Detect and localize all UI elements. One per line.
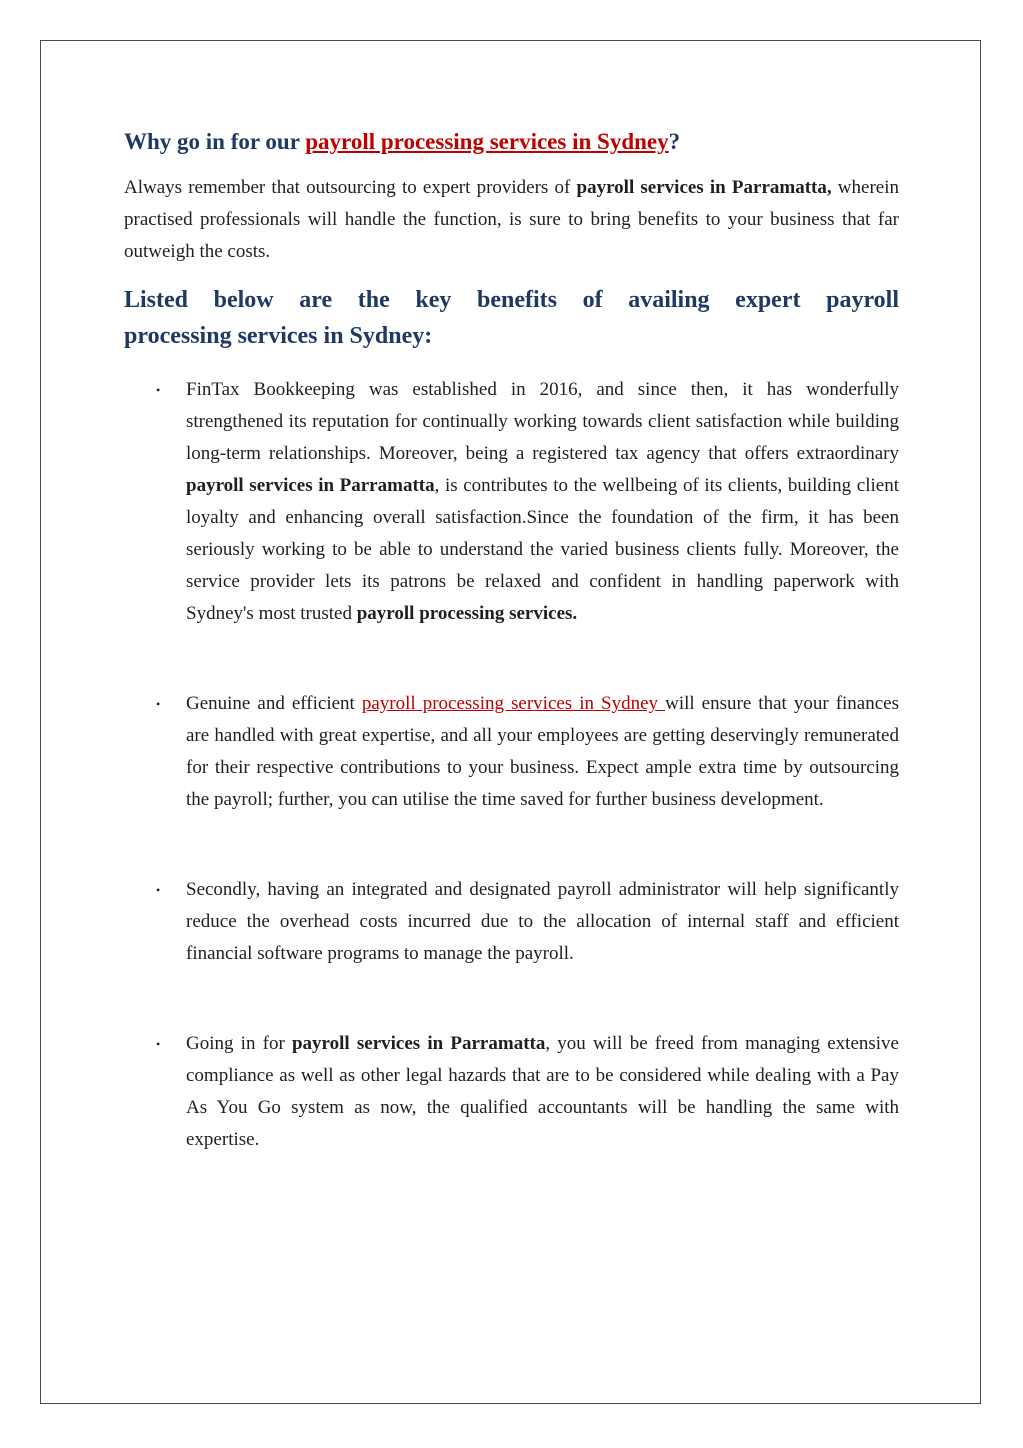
benefit-bold: payroll processing services. bbox=[356, 603, 578, 624]
intro-paragraph bbox=[124, 172, 899, 268]
benefit-bold: payroll services in Parramatta bbox=[186, 475, 435, 496]
list-item bbox=[124, 374, 899, 630]
benefit-text: , is contributes to the wellbeing of its clients, building client loyalty and enhancing overall satisfaction.Since the foundation of the firm, it has been seriously working to be able to understand the varied business clients fully. Moreover, the service provider lets its patrons be relaxed and confident in handling paperwork with Sydney's most trusted bbox=[186, 475, 899, 624]
list-item bbox=[124, 1028, 899, 1156]
benefit-text: FinTax Bookkeeping was established in 2016, and since then, it has wonderfully strengthened its reputation for continually working towards client satisfaction while building long-term relationships. Moreover, being a registered tax agency that offers extraordinary bbox=[186, 379, 899, 464]
intro-bold: payroll services in Parramatta, bbox=[576, 177, 832, 198]
benefit-text: Going in for bbox=[186, 1033, 292, 1054]
benefits-heading-line-1: Listed below are the key benefits of availing expert payroll bbox=[124, 287, 899, 313]
payroll-sydney-link-inline[interactable]: payroll processing services in Sydney bbox=[361, 693, 666, 714]
benefits-list bbox=[124, 374, 899, 1156]
intro-text-1: Always remember that outsourcing to expert providers of bbox=[124, 177, 577, 198]
document-body bbox=[124, 122, 899, 1156]
list-item bbox=[124, 688, 899, 816]
bullet-icon: • bbox=[156, 697, 161, 711]
heading-prefix: Why go in for our bbox=[124, 129, 306, 154]
section-heading-benefits bbox=[124, 282, 899, 354]
benefit-text: Secondly, having an integrated and designated payroll administrator will help significantly reduce the overhead costs incurred due to the allocation of internal staff and efficient financial software programs to manage the payroll. bbox=[186, 879, 899, 964]
bullet-icon: • bbox=[156, 1037, 161, 1051]
benefit-text: , you will be freed from managing extensive compliance as well as other legal hazards that are to be considered while dealing with a Pay As You Go system as now, the qualified accountants will be handling the same with expertise. bbox=[186, 1033, 899, 1150]
benefit-bold: payroll services in Parramatta bbox=[291, 1033, 546, 1054]
section-heading-why bbox=[124, 122, 899, 162]
benefit-text: will ensure that your finances are handled with great expertise, and all your employees are getting deservingly remunerated for their respective contributions to your business. Expect ample extra time by outsourcing the payroll; further, you can utilise the time saved for further business development. bbox=[186, 693, 899, 810]
benefit-text: Genuine and efficient bbox=[186, 693, 362, 714]
bullet-icon: • bbox=[156, 883, 161, 897]
bullet-icon: • bbox=[156, 383, 161, 397]
benefits-heading-line-2: processing services in Sydney: bbox=[124, 323, 433, 349]
payroll-sydney-link-heading[interactable]: payroll processing services in Sydney bbox=[305, 129, 669, 154]
heading-suffix: ? bbox=[668, 129, 681, 154]
list-item bbox=[124, 874, 899, 970]
intro-text-2: wherein practised professionals will handle the function, is sure to bring benefits to your business that far outweigh the costs. bbox=[124, 177, 899, 262]
